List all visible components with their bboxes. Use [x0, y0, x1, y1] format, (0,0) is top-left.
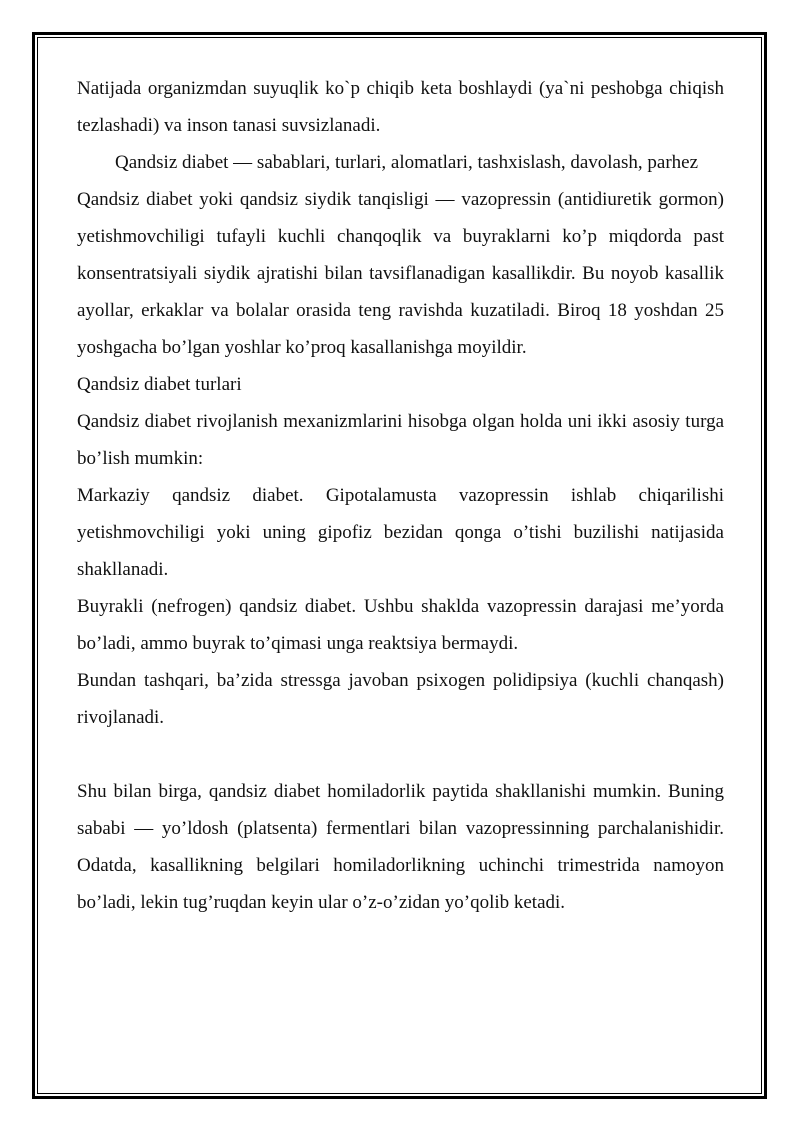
blank-line [77, 736, 724, 773]
section-heading-main: Qandsiz diabet — sabablari, turlari, alomatlari, tashxislash, davolash, parhez [115, 152, 699, 173]
paragraph-pregnancy: Shu bilan birga, qandsiz diabet homiladorlik paytida shakllanishi mumkin. Buning sababi — yo’ldosh (platsenta) fermentlari bilan vazopressinning parchalanishidir. Odatda, kasallikning belgilari homiladorlikning uchinchi trimestrida namoyon bo’ladi, lekin tug’ruqdan keyin ular o’z-o’zidan yo’qolib ketadi. [77, 781, 724, 913]
document-body [77, 70, 724, 921]
paragraph-types-intro: Qandsiz diabet rivojlanish mexanizmlarini hisobga olgan holda uni ikki asosiy turga bo’lish mumkin: [77, 411, 724, 469]
paragraph-nephrogenic-type: Buyrakli (nefrogen) qandsiz diabet. Ushbu shaklda vazopressin darajasi me’yorda bo’ladi, ammo buyrak to’qimasi unga reaktsiya bermaydi. [77, 596, 724, 654]
paragraph-definition: Qandsiz diabet yoki qandsiz siydik tanqisligi — vazopressin (antidiuretik gormon) yetishmovchiligi tufayli kuchli chanqoqlik va buyraklarni ko’p miqdorda past konsentratsiyali siydik ajratishi bilan tavsiflanadigan kasallikdir. Bu noyob kasallik ayollar, erkaklar va bolalar orasida teng ravishda kuzatiladi. Biroq 18 yoshdan 25 yoshgacha bo’lgan yoshlar ko’proq kasallanishga moyildir. [77, 189, 724, 358]
section-heading-types: Qandsiz diabet turlari [77, 374, 242, 395]
paragraph-central-type: Markaziy qandsiz diabet. Gipotalamusta vazopressin ishlab chiqarilishi yetishmovchiligi yoki uning gipofiz bezidan qonga o’tishi buzilishi natijasida shakllanadi. [77, 485, 724, 580]
paragraph-intro: Natijada organizmdan suyuqlik ko`p chiqib keta boshlaydi (ya`ni peshobga chiqish tezlashadi) va inson tanasi suvsizlanadi. [77, 78, 724, 136]
paragraph-psychogenic: Bundan tashqari, ba’zida stressga javoban psixogen polidipsiya (kuchli chanqash) rivojlanadi. [77, 670, 724, 728]
